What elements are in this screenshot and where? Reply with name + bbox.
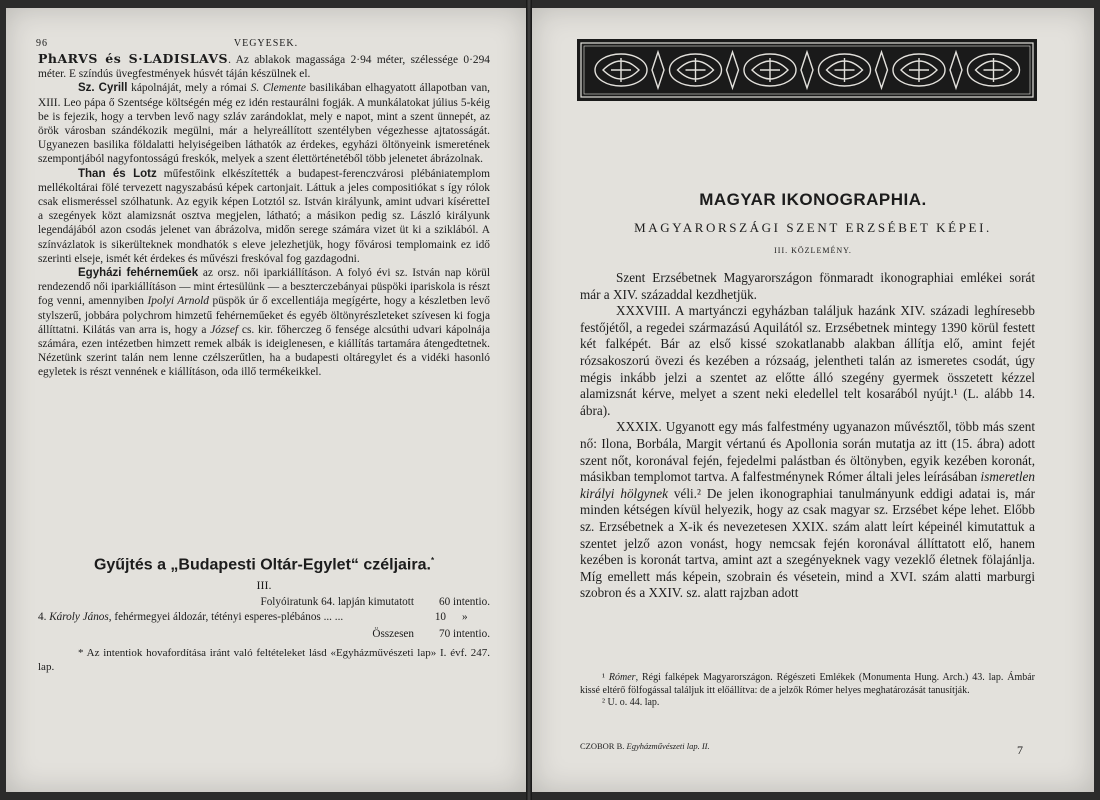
article-title: MAGYAR IKONOGRAPHIA.: [699, 190, 927, 209]
paragraph-lead: Than és Lotz: [78, 167, 157, 180]
footer-author: CZOBOR B.: [580, 741, 625, 751]
paragraph-italic: József: [210, 323, 239, 336]
inscription-lead: PhARVS és S·LADISLAVS: [38, 51, 229, 66]
footnote-2: ² U. o. 44. lap.: [602, 697, 660, 709]
collection-line2-ditto: »: [462, 611, 468, 623]
collection-part-number: III.: [256, 578, 272, 592]
paragraph-text: . Az ablakok magassága 2·94 méter, szélessége 0·294 méter. E színdús üvegfestmények húsvét táján készülnek el.: [38, 54, 491, 81]
paragraph-egyhazi-fehernemuek: [38, 266, 490, 380]
collection-total-value: 70 intentio.: [439, 628, 490, 640]
collection-total-label: Összesen: [372, 628, 414, 640]
collection-line2-value: 10: [434, 611, 446, 623]
paragraph-text: műfestőink elkészítették a budapest-ferenczvárosi plébániatemplom mellékoltárai fölé tervezett nagyszabású képek cartonjait. Láttuk a jeles compositiókat s így rólok csak elismeréssel szólhatunk. Az egyik képen Lotztól sz. István királyunk, amint udvari kíséretteI a szegények közt alamizsnát osztva megjelen, látható; a másikon pedig sz. László királyunk legendájából azon csodás jelenet van ábrázolva, midőn serege számára vizet üt ki a sziklából. A színvázlatok is sikerülteknek mondhatók s eleve jelezhetjük, hogy fővárosi templomaink ez idő szerinti elseje, ismét két érdekes és művészi freskóval fog gazdagodni.: [38, 167, 490, 265]
left-running-title: VEGYESEK.: [233, 38, 299, 49]
collection-dots: ... ...: [323, 611, 344, 623]
paragraph-text: cs. kir. főherczeg ő fensége alcsúthi udvari kápolnája számára, ezen intézetben himzett remek albák is ideiglenesen, e kiállítás tartamára átengedtetnek. Nézetünk szerint talán nem lenne czélszerűtlen, ha a budapesti oltáregylet és a vidéki hasonló egyletek is részt vennének e kiállításon, oda illő termékeikkel.: [38, 323, 491, 379]
paragraph-lead: Sz. Cyrill: [78, 82, 128, 95]
footnote-mark: ¹: [602, 672, 605, 683]
paragraph-xxxix: [580, 419, 1035, 602]
paragraph-text: véli.² De jelen ikonographiai tanulmányunk eddigi adatai is, már minden kétségen kívül helyezik, hogy az csak magyar sz. Erzsébet képe lehet. Előbb sz. Erzsébetnek a X-ik és nevezetesen XXIX. szám alatt leírt képeinél kimutattuk a szentet jelző azon vonást, hogy nemcsak fején koronával állíttatott elő, hanem kezében is koronát tartva, amint azt a szegényeknek vagy vezeklő életnek fölajánlja. Míg emellett más képein, szobrain és vésetein, mind a XVI. szám alatti marburgi szobron és a XXIV. sz. alatt rajzban adott: [580, 485, 1035, 601]
paragraph-than-lotz: [38, 167, 490, 266]
paragraph-text: az orsz. női iparkiállításon. A folyó évi sz. István nap körül rendezendő női iparkiállításon — mint értesülünk — a beszterczebányai püspöki ipariskola is részt fog venni, amennyiben: [38, 267, 491, 308]
paragraph-cyrill: [38, 81, 490, 166]
paragraph-text: XXXIX. Ugyanott egy más falfestmény ugyanazon művésztől, több más szent nő: Ilona, Borbála, Margit vértanú és Apollonia során mutatja az itt (15. ábra) adott szent nőt, koronával fején, fejedelmi palástban és öltönyben, egyik kezében koronát, másikban templomot tartva. A falfestménynek Rómer általi jeles leírásában: [580, 419, 1035, 485]
paragraph-window-dimensions: [38, 52, 490, 81]
right-page: [532, 8, 1094, 792]
footnote-1: [580, 672, 1035, 697]
collection-line2-number: 4.: [38, 611, 47, 623]
ornamental-headpiece: [576, 38, 1038, 102]
collection-donor-desc: , fehérmegyei áldozár, tétényi esperes-plébános: [108, 611, 321, 623]
footnote-text: , Régi falképek Magyarországon. Régészeti Emlékek (Monumenta Hung. Arch.) 43. lap. Ámbár kissé eltérő fölfogással találjuk itt előállítva: de a jelzők Rómer helyes meghatározását tanusítják.: [580, 672, 1035, 696]
paragraph-text: püspök úr ő excellentiája megígérte, hogy a készletben levő stylszerű, jobbára polychrom himzetű fehérneműeket és egyéb öltönyrészleteket szívesen ki fogja állíttatni. Kilátás van arra is, hogy a: [38, 295, 490, 336]
right-footnotes: [580, 672, 1035, 710]
footnote-mark: *: [430, 556, 435, 565]
left-page: [6, 8, 526, 792]
paragraph-italic: ismeretlen királyi hölgynek: [580, 469, 1035, 501]
article-installment: III. KÖZLEMÉNY.: [774, 246, 852, 255]
paragraph-text: basilikában elhagyatott állapotban van, XIII. Leo pápa ő Szentsége költségén még ez idén restaurálni fogják. A munkálatokat július 5-kéig be is fejezik, hogy a tervben levő nagy szláv zarándoklat, mely e napot, mint a szent ünnepét, az örök városban szándékozik megülni, már a helyreállított szentélyben végezhesse ajtatosságát. Ugyanezen basilika földalatti helyiségeiben láthatók az érdekes, egyházi öltönyeink ismeretének szempontjából nagyfontosságú freskók, melyek a szent élettörténetéből több jelenetet ábrázolnak.: [38, 82, 490, 166]
collection-title-text: Gyűjtés a „Budapesti Oltár-Egylet“ czéljaira.: [93, 556, 431, 574]
paragraph-intro: Szent Erzsébetnek Magyarországon fönmaradt ikonographiai emlékei sorát már a XIV. századdal kezdhetjük.: [580, 270, 1035, 302]
right-text-column: [580, 270, 1035, 602]
collection-donor-name: Károly János: [49, 611, 109, 623]
footnote-author: Rómer: [608, 672, 636, 683]
paragraph-xxxviii: XXXVIII. A martyánczi egyházban találjuk hazánk XIV. századi leghíresebb festőjétől, a regedei származású Aquilától sz. Erzsébetnek mintegy 1390 körül festett két falképét. Bár az első kissé szokatlanabb alakban állítja elő, amint fejét rózsakoszorú övezi és kezében a rózsaág, jelentheti talán az ismeretes csodát, úgy mégis inkább jelzi a szentet az előtte álló szegény gyermek összetett kézzel alamizsnát kérve, melyet a szent neki eledellel telt kosarából nyújt.¹ (L. alább 14. ábra).: [580, 303, 1035, 418]
paragraph-italic: S. Clemente: [250, 82, 306, 95]
collection-line1-value: 60 intentio.: [439, 596, 490, 608]
left-text-column: [38, 52, 490, 380]
paragraph-text: kápolnáját, mely a római: [127, 82, 251, 95]
collection-section-title: [38, 556, 490, 574]
page-footer: [580, 741, 1035, 757]
article-subtitle: MAGYARORSZÁGI SZENT ERZSÉBET KÉPEI.: [634, 220, 992, 235]
collection-footnote: [38, 646, 490, 674]
footer-journal: Egyházművészeti lap. II.: [626, 741, 710, 751]
collection-line2: [38, 611, 418, 623]
collection-footnote-text: * Az intentiok hovafordítása iránt való feltételeket lásd «Egyházművészeti lap» I. évf. 247. lap.: [38, 647, 490, 673]
right-page-number: 7: [1017, 743, 1023, 757]
paragraph-italic: Ipolyi Arnold: [147, 295, 209, 308]
paragraph-lead: Egyházi fehérneműek: [78, 267, 199, 280]
collection-line1-label: Folyóiratunk 64. lapján kimutatott: [260, 596, 414, 608]
left-page-number: 96: [36, 38, 48, 49]
